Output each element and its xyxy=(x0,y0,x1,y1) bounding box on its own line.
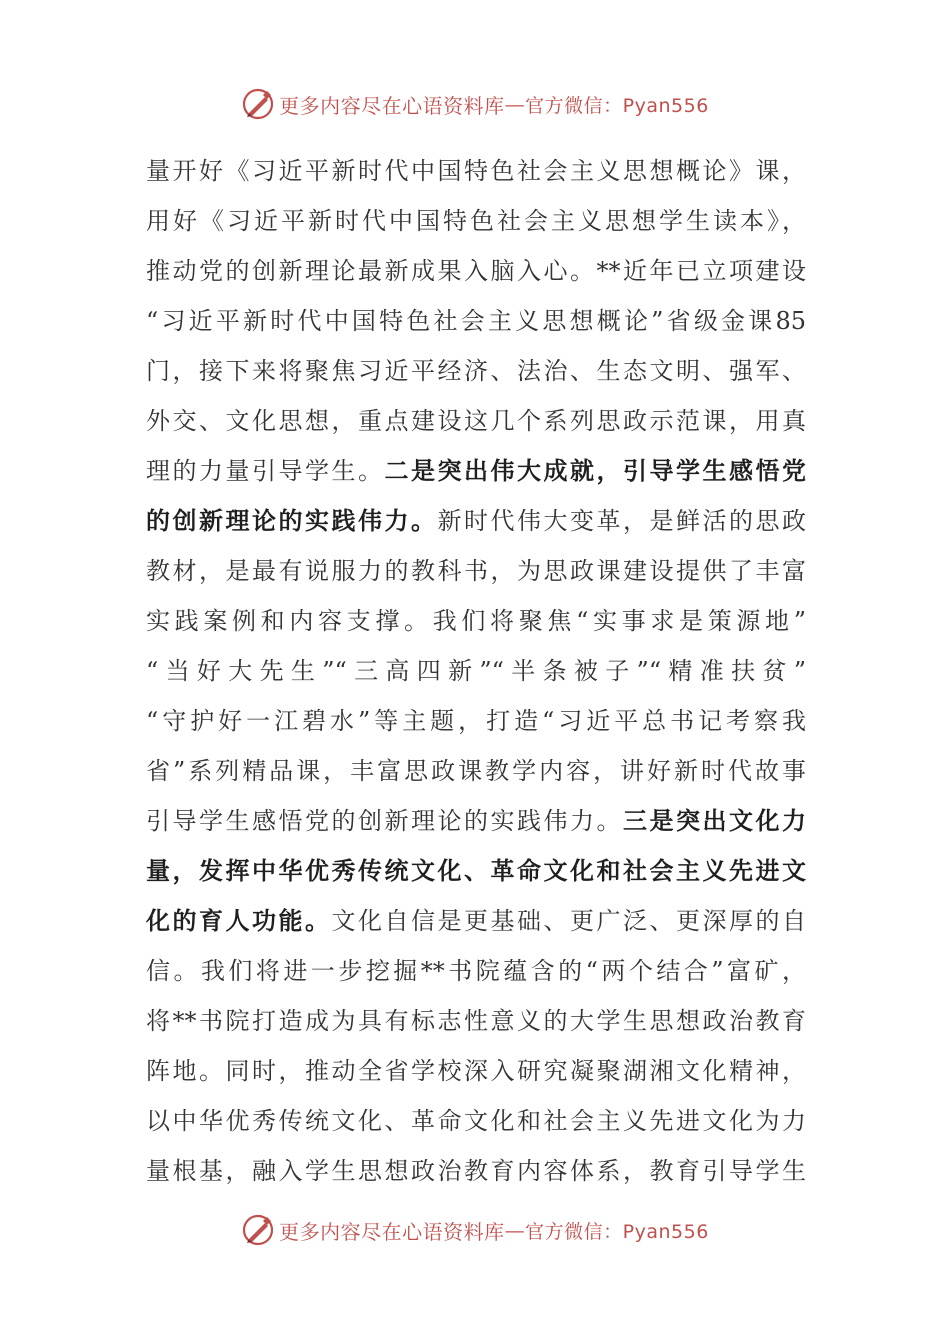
text-segment: 将**书院打造成为具有标志性意义的大学生思想政治教育 xyxy=(146,1007,806,1035)
text-segment: “当好大先生”“三高四新”“半条被子”“精准扶贫” xyxy=(146,657,806,685)
text-segment: 用好《习近平新时代中国特色社会主义思想学生读本》， xyxy=(146,207,806,235)
text-segment: 信。我们将进一步挖掘**书院蕴含的“两个结合”富矿， xyxy=(146,957,806,985)
text-line xyxy=(146,396,806,446)
text-segment: 以中华优秀传统文化、革命文化和社会主义先进文化为力 xyxy=(146,1107,806,1135)
text-line xyxy=(146,296,806,346)
text-line xyxy=(146,846,806,896)
text-line xyxy=(146,646,806,696)
header-banner-contact: 官方微信：Pyan556 xyxy=(525,94,709,117)
footer-banner-lead: 更多内容尽在心语资料库 xyxy=(279,1219,505,1244)
text-segment: “习近平新时代中国特色社会主义思想概论”省级金课85 xyxy=(146,307,806,335)
header-watermark-banner xyxy=(0,84,950,124)
text-line xyxy=(146,1046,806,1096)
text-segment: 引导学生感悟党的创新理论的实践伟力。 xyxy=(146,807,623,835)
document-body xyxy=(146,146,806,1196)
text-segment: “守护好一江碧水”等主题，打造“习近平总书记考察我 xyxy=(146,707,806,735)
bold-text-segment: 三是突出文化力 xyxy=(623,806,806,835)
text-line xyxy=(146,346,806,396)
header-banner-dash: — xyxy=(504,92,526,116)
text-line xyxy=(146,796,806,846)
bold-text-segment: 量，发挥中华优秀传统文化、革命文化和社会主义先进文 xyxy=(146,856,806,885)
text-segment: 阵地。同时，推动全省学校深入研究凝聚湖湘文化精神， xyxy=(146,1057,806,1085)
text-line xyxy=(146,946,806,996)
text-line xyxy=(146,596,806,646)
text-line xyxy=(146,696,806,746)
text-line xyxy=(146,996,806,1046)
text-line xyxy=(146,246,806,296)
text-line xyxy=(146,1146,806,1196)
text-line xyxy=(146,496,806,546)
text-segment: 实践案例和内容支撑。我们将聚焦“实事求是策源地” xyxy=(146,607,806,635)
text-line xyxy=(146,146,806,196)
footer-watermark-banner xyxy=(0,1210,950,1250)
text-segment: 量开好《习近平新时代中国特色社会主义思想概论》课， xyxy=(146,157,806,185)
text-segment: 理的力量引导学生。 xyxy=(146,457,385,485)
text-line xyxy=(146,196,806,246)
text-segment: 门，接下来将聚焦习近平经济、法治、生态文明、强军、 xyxy=(146,357,806,385)
text-line xyxy=(146,746,806,796)
header-banner-lead: 更多内容尽在心语资料库 xyxy=(279,93,505,118)
text-line xyxy=(146,1096,806,1146)
text-segment: 教材，是最有说服力的教科书，为思政课建设提供了丰富 xyxy=(146,557,806,585)
text-line xyxy=(146,896,806,946)
footer-banner-dash: — xyxy=(504,1218,526,1242)
text-segment: 外交、文化思想，重点建设这几个系列思政示范课，用真 xyxy=(146,407,806,435)
bold-text-segment: 的创新理论的实践伟力。 xyxy=(146,506,438,535)
bold-text-segment: 二是突出伟大成就，引导学生感悟党 xyxy=(384,456,806,485)
footer-banner-contact: 官方微信：Pyan556 xyxy=(525,1220,709,1243)
text-segment: 文化自信是更基础、更广泛、更深厚的自 xyxy=(331,907,806,935)
text-segment: 量根基，融入学生思想政治教育内容体系，教育引导学生 xyxy=(146,1157,806,1185)
pen-seal-logo-icon xyxy=(241,1213,275,1247)
text-segment: 省”系列精品课，丰富思政课教学内容，讲好新时代故事 xyxy=(146,757,806,785)
text-line xyxy=(146,546,806,596)
text-segment: 新时代伟大变革，是鲜活的思政 xyxy=(437,507,806,535)
text-segment: 推动党的创新理论最新成果入脑入心。**近年已立项建设 xyxy=(146,257,806,285)
pen-seal-logo-icon xyxy=(241,87,275,121)
bold-text-segment: 化的育人功能。 xyxy=(146,906,332,935)
text-line xyxy=(146,446,806,496)
